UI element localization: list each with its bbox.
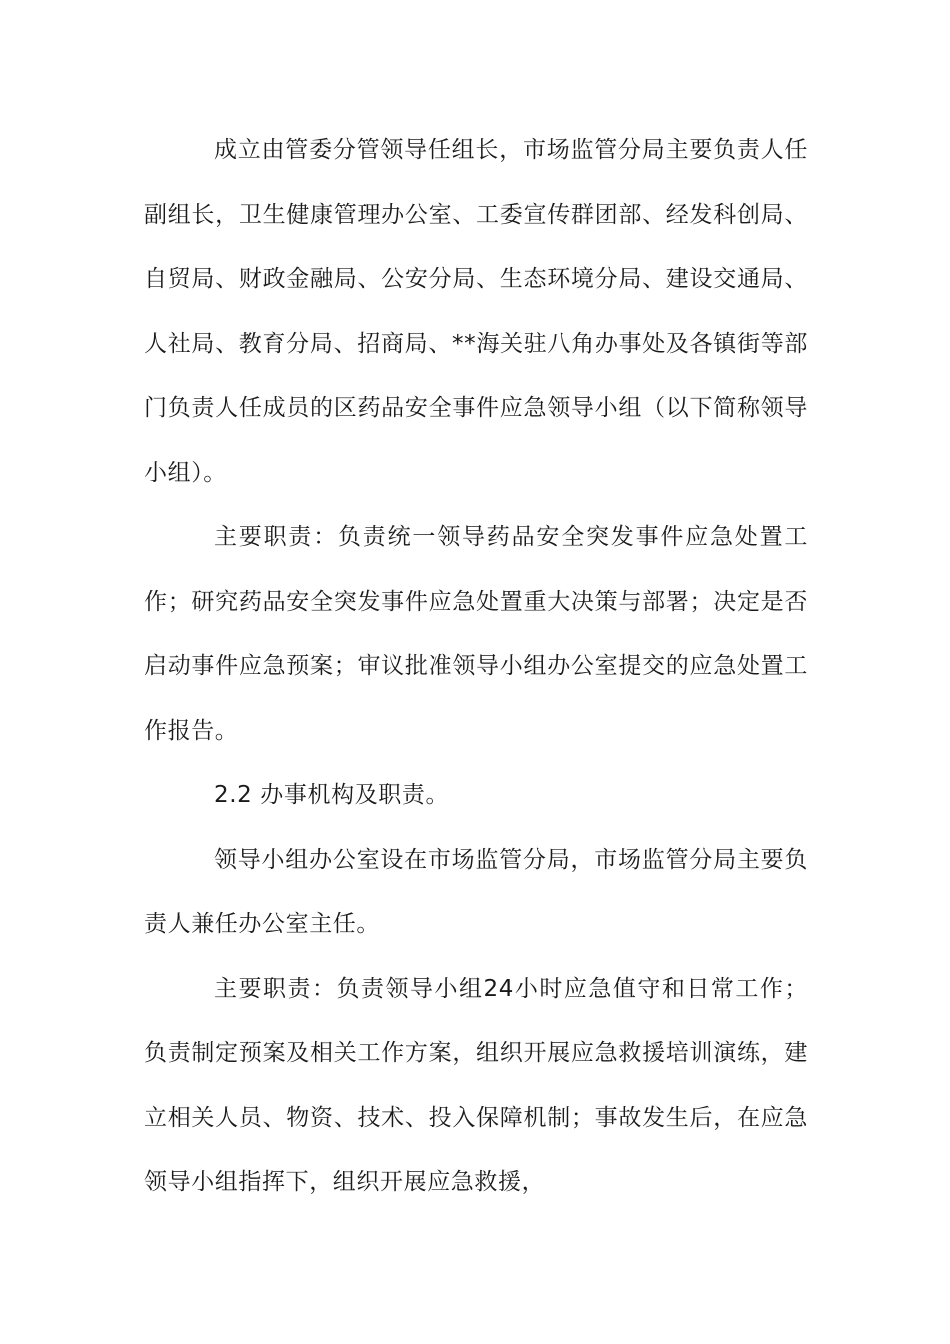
section-heading-office: 2.2 办事机构及职责。 [214, 782, 450, 808]
paragraph-leadership-group: 成立由管委分管领导任组长，市场监管分局主要负责人任副组长，卫生健康管理办公室、工委宣传群团部、经发科创局、自贸局、财政金融局、公安分局、生态环境分局、建设交通局、人社局、教育分局、招商局、**海关驻八角办事处及各镇街等部门负责人任成员的区药品安全事件应急领导小组（以下简称领导小组）。 [144, 137, 808, 486]
paragraph-office-setup: 领导小组办公室设在市场监管分局，市场监管分局主要负责人兼任办公室主任。 [144, 846, 808, 937]
paragraph-leadership-duties: 主要职责：负责统一领导药品安全突发事件应急处置工作；研究药品安全突发事件应急处置重大决策与部署；决定是否启动事件应急预案；审议批准领导小组办公室提交的应急处置工作报告。 [144, 524, 808, 744]
document-body [144, 118, 808, 1215]
paragraph-office-duties: 主要职责：负责领导小组24小时应急值守和日常工作；负责制定预案及相关工作方案，组织开展应急救援培训演练，建立相关人员、物资、技术、投入保障机制；事故发生后，在应急领导小组指挥下，组织开展应急救援， [144, 975, 808, 1195]
